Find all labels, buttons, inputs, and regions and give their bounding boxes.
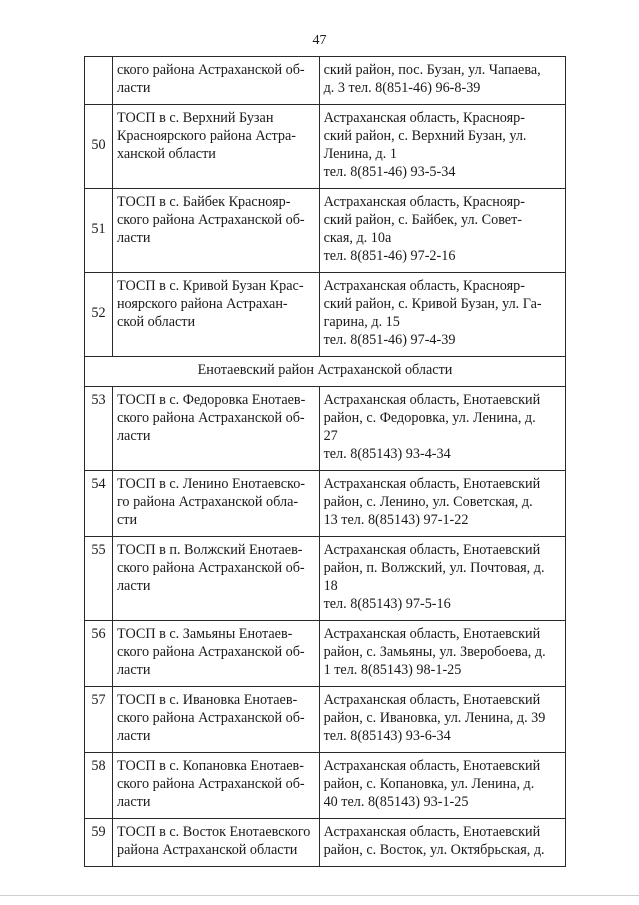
address-line: тел. 8(85143) 97-5-16 xyxy=(323,596,451,612)
office-name-line: ТОСП в с. Восток Енотаевского xyxy=(116,824,311,840)
address-line: район, с. Ивановка, ул. Ленина, д. 39 xyxy=(323,710,546,726)
office-name-line: ского района Астраханской об- xyxy=(116,410,305,426)
address-line: район, с. Федоровка, ул. Ленина, д. xyxy=(323,410,536,426)
address-line: район, с. Замьяны, ул. Зверобоева, д. xyxy=(323,644,546,660)
office-name-line: ласти xyxy=(116,428,151,444)
section-heading-row xyxy=(85,357,566,387)
address-line: тел. 8(851-46) 97-4-39 xyxy=(323,332,456,348)
office-name-line: ской области xyxy=(116,314,196,330)
office-name-line: ноярского района Астрахан- xyxy=(116,296,288,312)
office-name-line: ласти xyxy=(116,578,151,594)
address-line: д. 3 тел. 8(851-46) 96-8-39 xyxy=(323,80,481,96)
table-row xyxy=(85,105,566,189)
office-name-line: ского района Астраханской об- xyxy=(116,62,305,78)
address-line: район, с. Восток, ул. Октябрьская, д. xyxy=(323,842,545,858)
office-name-line: ТОСП в с. Замьяны Енотаев- xyxy=(116,626,293,642)
office-name-line: ТОСП в с. Байбек Краснояр- xyxy=(116,194,291,210)
table-row xyxy=(85,687,566,753)
address-line: Астраханская область, Енотаевский xyxy=(323,476,541,492)
table-row xyxy=(85,273,566,357)
row-number: 57 xyxy=(85,687,113,753)
table-row xyxy=(85,537,566,621)
address-line: Астраханская область, Краснояр- xyxy=(323,110,525,126)
address-cell xyxy=(319,537,565,621)
office-name-line: ТОСП в с. Копановка Енотаев- xyxy=(116,758,304,774)
registry-table xyxy=(84,56,566,867)
address-line: 13 тел. 8(85143) 97-1-22 xyxy=(323,512,469,528)
office-name-cell xyxy=(112,57,319,105)
table-row xyxy=(85,819,566,867)
office-name-line: ТОСП в п. Волжский Енотаев- xyxy=(116,542,303,558)
table-row xyxy=(85,189,566,273)
page-bottom-edge xyxy=(0,895,639,896)
office-name-line: ТОСП в с. Кривой Бузан Крас- xyxy=(116,278,304,294)
address-line: ский район, с. Кривой Бузан, ул. Га- xyxy=(323,296,542,312)
address-line: Астраханская область, Енотаевский xyxy=(323,626,541,642)
address-line: Астраханская область, Енотаевский xyxy=(323,542,541,558)
office-name-line: ТОСП в с. Верхний Бузан xyxy=(116,110,274,126)
address-line: 1 тел. 8(85143) 98-1-25 xyxy=(323,662,462,678)
row-number: 58 xyxy=(85,753,113,819)
address-cell xyxy=(319,471,565,537)
row-number: 50 xyxy=(85,105,113,189)
address-line: Астраханская область, Енотаевский xyxy=(323,824,541,840)
page-number: 47 xyxy=(312,33,327,48)
office-name-cell xyxy=(112,753,319,819)
address-cell xyxy=(319,189,565,273)
row-number xyxy=(85,57,113,105)
address-line: 27 xyxy=(323,428,338,444)
table-row xyxy=(85,471,566,537)
address-line: район, п. Волжский, ул. Почтовая, д. xyxy=(323,560,545,576)
address-line: Астраханская область, Енотаевский xyxy=(323,392,541,408)
address-line: район, с. Копановка, ул. Ленина, д. xyxy=(323,776,535,792)
address-line: гарина, д. 15 xyxy=(323,314,400,330)
row-number: 53 xyxy=(85,387,113,471)
address-cell xyxy=(319,105,565,189)
office-name-cell xyxy=(112,189,319,273)
address-line: ский район, с. Верхний Бузан, ул. xyxy=(323,128,527,144)
address-line: тел. 8(85143) 93-6-34 xyxy=(323,728,451,744)
address-cell xyxy=(319,387,565,471)
office-name-line: ского района Астраханской об- xyxy=(116,644,305,660)
address-line: Астраханская область, Енотаевский xyxy=(323,758,541,774)
office-name-line: ского района Астраханской об- xyxy=(116,560,305,576)
table-row xyxy=(85,57,566,105)
office-name-line: ского района Астраханской об- xyxy=(116,776,305,792)
row-number: 55 xyxy=(85,537,113,621)
address-line: тел. 8(85143) 93-4-34 xyxy=(323,446,451,462)
row-number: 51 xyxy=(85,189,113,273)
address-line: ский район, с. Байбек, ул. Совет- xyxy=(323,212,523,228)
section-heading: Енотаевский район Астраханской области xyxy=(85,357,566,387)
address-line: тел. 8(851-46) 93-5-34 xyxy=(323,164,456,180)
address-cell xyxy=(319,687,565,753)
office-name-line: района Астраханской области xyxy=(116,842,298,858)
address-cell xyxy=(319,753,565,819)
office-name-cell xyxy=(112,819,319,867)
table-row xyxy=(85,621,566,687)
row-number: 59 xyxy=(85,819,113,867)
row-number: 54 xyxy=(85,471,113,537)
office-name-cell xyxy=(112,471,319,537)
office-name-cell xyxy=(112,537,319,621)
address-cell xyxy=(319,273,565,357)
office-name-line: ТОСП в с. Ивановка Енотаев- xyxy=(116,692,298,708)
address-cell xyxy=(319,819,565,867)
row-number: 52 xyxy=(85,273,113,357)
address-cell xyxy=(319,621,565,687)
address-line: тел. 8(851-46) 97-2-16 xyxy=(323,248,456,264)
office-name-cell xyxy=(112,621,319,687)
office-name-line: ласти xyxy=(116,230,151,246)
office-name-cell xyxy=(112,105,319,189)
address-line: Астраханская область, Краснояр- xyxy=(323,194,525,210)
address-line: Астраханская область, Енотаевский xyxy=(323,692,541,708)
office-name-line: ласти xyxy=(116,662,151,678)
office-name-line: ского района Астраханской об- xyxy=(116,710,305,726)
office-name-line: Красноярского района Астра- xyxy=(116,128,297,144)
office-name-line: ласти xyxy=(116,794,151,810)
address-line: ский район, пос. Бузан, ул. Чапаева, xyxy=(323,62,541,78)
address-cell xyxy=(319,57,565,105)
office-name-line: ского района Астраханской об- xyxy=(116,212,305,228)
office-name-line: ханской области xyxy=(116,146,216,162)
address-line: ская, д. 10а xyxy=(323,230,392,246)
office-name-line: го района Астраханской обла- xyxy=(116,494,299,510)
address-line: район, с. Ленино, ул. Советская, д. xyxy=(323,494,533,510)
office-name-line: ТОСП в с. Федоровка Енотаев- xyxy=(116,392,306,408)
row-number: 56 xyxy=(85,621,113,687)
address-line: 40 тел. 8(85143) 93-1-25 xyxy=(323,794,469,810)
office-name-cell xyxy=(112,273,319,357)
table-row xyxy=(85,387,566,471)
address-line: 18 xyxy=(323,578,338,594)
address-line: Ленина, д. 1 xyxy=(323,146,397,162)
office-name-cell xyxy=(112,387,319,471)
office-name-line: ТОСП в с. Ленино Енотаевско- xyxy=(116,476,306,492)
office-name-cell xyxy=(112,687,319,753)
address-line: Астраханская область, Краснояр- xyxy=(323,278,525,294)
office-name-line: ласти xyxy=(116,728,151,744)
office-name-line: сти xyxy=(116,512,138,528)
table-row xyxy=(85,753,566,819)
office-name-line: ласти xyxy=(116,80,151,96)
